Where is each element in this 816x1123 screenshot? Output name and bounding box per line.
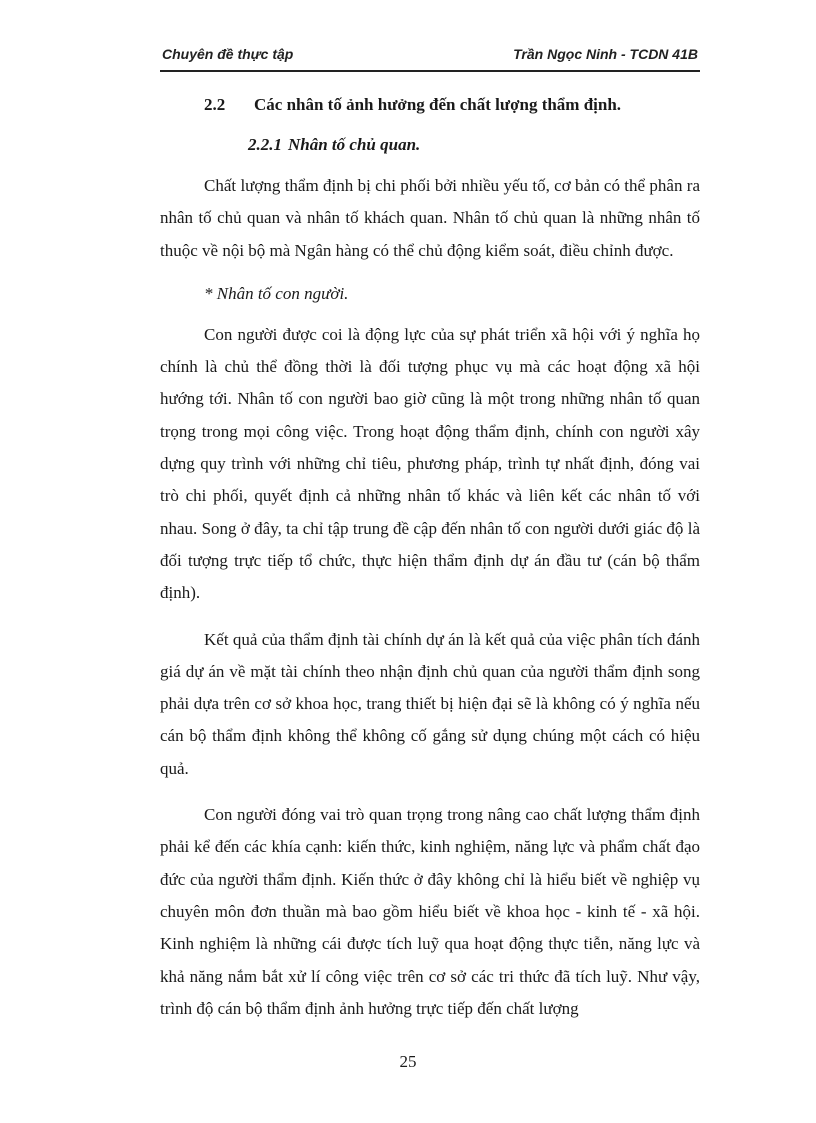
subsection-number: 2.2.1 — [248, 135, 282, 154]
section-heading — [204, 92, 700, 132]
paragraph: Kết quả của thẩm định tài chính dự án là kết quả của việc phân tích đánh giá dự án về mặt tài chính theo nhận định chủ quan của người thẩm định song phải dựa trên cơ sở khoa học, trang thiết bị hiện đại sẽ là không có ý nghĩa nếu cán bộ thẩm định không thể không cố gắng sử dụng chúng một cách có hiệu quả. — [160, 629, 700, 778]
paragraph: Con người đóng vai trò quan trọng trong nâng cao chất lượng thẩm định phải kể đến các khía cạnh: kiến thức, kinh nghiệm, năng lực và phẩm chất đạo đức của người thẩm định. Kiến thức ở đây không chỉ là hiểu biết về nghiệp vụ chuyên môn đơn thuần mà bao gồm hiểu biết về khoa học - kinh tế - xã hội. Kinh nghiệm là những cái được tích luỹ qua hoạt động thực tiễn, năng lực và khả năng nắm bắt xử lí công việc trên cơ sở các tri thức đã tích luỹ. Như vậy, trình độ cán bộ thẩm định ảnh hưởng trực tiếp đến chất lượng — [160, 805, 700, 1018]
section-title: Các nhân tố ảnh hưởng đến chất lượng thẩm định. — [254, 95, 622, 114]
page-header — [160, 46, 700, 72]
header-author: Trần Ngọc Ninh - TCDN 41B — [513, 46, 698, 62]
section-number: 2.2 — [204, 95, 226, 114]
paragraph: Chất lượng thẩm định bị chi phối bởi nhiều yếu tố, cơ bản có thể phân ra nhân tố chủ quan và nhân tố khách quan. Nhân tố chủ quan là những nhân tố thuộc về nội bộ mà Ngân hàng có thể chủ động kiểm soát, điều chỉnh được. — [160, 176, 700, 260]
subsection-title: Nhân tố chủ quan. — [288, 135, 421, 154]
bullet-heading: * Nhân tố con người. — [204, 283, 349, 303]
subsection-heading — [248, 132, 700, 170]
header-rule — [160, 70, 700, 72]
paragraph: Con người được coi là động lực của sự phát triển xã hội với ý nghĩa họ chính là chủ thể đồng thời là đối tượng phục vụ mà các hoạt động xã hội hướng tới. Nhân tố con người bao giờ cũng là một trong những nhân tố quan trọng trong mọi công việc. Trong hoạt động thẩm định, chính con người xây dựng quy trình với những chỉ tiêu, phương pháp, trình tự nhất định, đóng vai trò chi phối, quyết định cả những nhân tố khác và liên kết các nhân tố với nhau. Song ở đây, ta chỉ tập trung đề cập đến nhân tố con người dưới giác độ là đối tượng trực tiếp tổ chức, thực hiện thẩm định dự án đầu tư (cán bộ thẩm định). — [160, 324, 700, 603]
header-document-type: Chuyên đề thực tập — [162, 46, 294, 62]
page-body — [160, 92, 700, 1039]
page-number: 25 — [399, 1052, 417, 1071]
